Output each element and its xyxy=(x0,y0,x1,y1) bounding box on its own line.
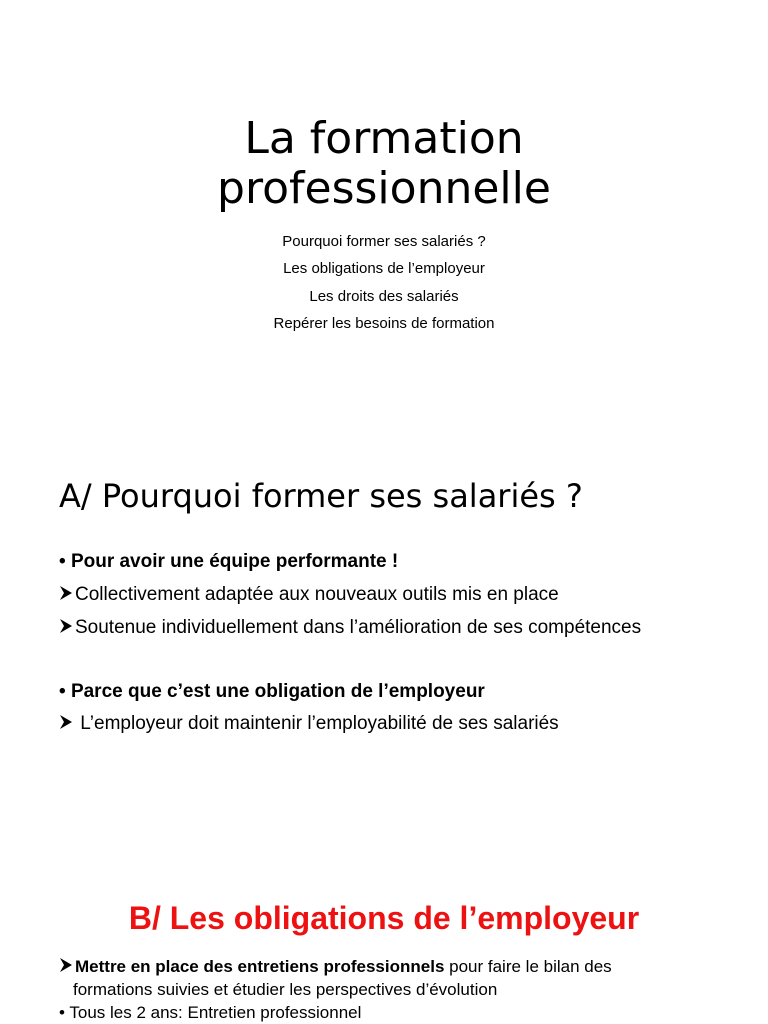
bullet-text: Parce que c’est une obligation de l’employeur xyxy=(70,681,485,702)
arrow-bullet-icon xyxy=(59,714,73,730)
title-line-2: professionnelle xyxy=(217,163,551,214)
subtitle-list xyxy=(0,228,768,337)
bullet-item xyxy=(59,1001,361,1024)
arrow-bullet-icon xyxy=(59,957,73,973)
sub-item-text: Collectivement adaptée aux nouveaux outils mis en place xyxy=(75,584,559,605)
sub-item xyxy=(59,583,559,607)
subtitle-item: Pourquoi former ses salariés ? xyxy=(282,233,486,250)
slide-heading: A/ Pourquoi former ses salariés ? xyxy=(59,477,583,515)
subtitle-item: Repérer les besoins de formation xyxy=(273,314,495,332)
sub-item-text: Soutenue individuellement dans l’amélioration de ses compétences xyxy=(75,617,642,638)
slide-title xyxy=(0,0,768,440)
bullet-dot-icon: • xyxy=(59,1003,65,1022)
sub-item-text: pour faire le bilan des xyxy=(444,957,612,976)
sub-item xyxy=(59,712,559,736)
subtitle-item: Les obligations de l’employeur xyxy=(283,260,485,278)
slide-pourquoi xyxy=(0,440,768,860)
slide-obligations xyxy=(0,860,768,1024)
bullet-text: Tous les 2 ans: Entretien professionnel xyxy=(69,1003,362,1022)
sub-item-continuation: formations suivies et étudier les perspectives d’évolution xyxy=(73,980,498,999)
bullet-item xyxy=(59,550,398,574)
slide-title-heading xyxy=(0,114,768,214)
bullet-dot-icon: • xyxy=(59,681,66,702)
sub-item xyxy=(59,616,641,640)
bullet-item xyxy=(59,680,485,704)
sub-item-text: L’employeur doit maintenir l’employabilité de ses salariés xyxy=(80,713,559,734)
sub-item-bold-text: Mettre en place des entretiens professionnels xyxy=(75,957,445,976)
bullet-text: Pour avoir une équipe performante ! xyxy=(70,551,399,572)
arrow-bullet-icon xyxy=(59,618,73,634)
arrow-bullet-icon xyxy=(59,585,73,601)
bullet-dot-icon: • xyxy=(59,551,66,572)
title-line-1: La formation xyxy=(244,113,524,164)
sub-item xyxy=(59,955,612,978)
subtitle-item: Les droits des salariés xyxy=(309,287,459,305)
slide-heading: B/ Les obligations de l’employeur xyxy=(128,900,640,936)
